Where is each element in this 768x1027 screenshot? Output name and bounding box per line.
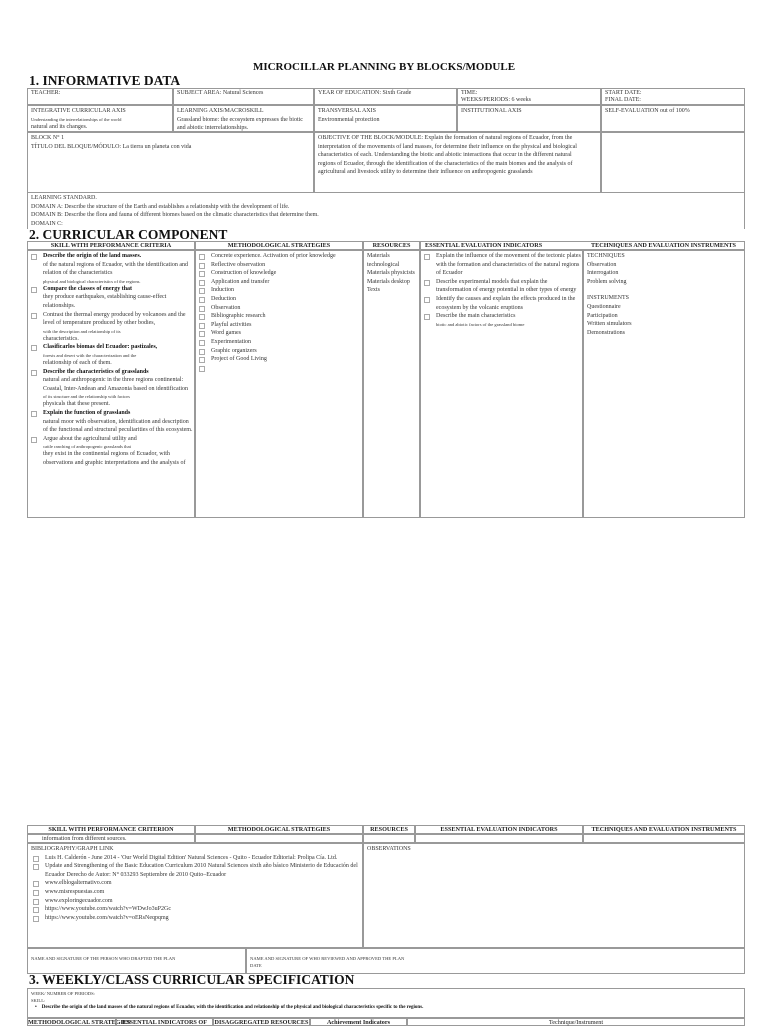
indicator-subtext: biotic and abiotic factors of the grassland biome (436, 321, 525, 327)
link-item (31, 914, 359, 923)
continued-empty-3 (415, 834, 583, 843)
weekly-skill-text: Describe the origin of the land masses of the natural regions of Ecuador, with the identification and relationship of the physical and biological characteristics specific to the regions. (41, 1005, 424, 1010)
indicator-item (422, 252, 581, 278)
indicator-item (422, 278, 581, 295)
link-item (31, 888, 359, 897)
skill-text: Describe the origin of the land masses. (43, 253, 142, 259)
bibliography-link[interactable]: https://www.youtube.com/watch?v=oERsNeqpqmg (45, 914, 169, 921)
skills-cell (27, 250, 195, 518)
learning-standard-heading: LEARNING STANDARD. (31, 195, 97, 201)
domain-c: DOMAIN C: (31, 220, 63, 227)
bibliography-link[interactable]: www.elblogalternativo.com (45, 880, 112, 887)
block-title: TÍTULO DEL BLOQUE/MÓDULO: La tierra un planeta con vida (31, 143, 192, 150)
s3-col-indicators: ESSENTIAL INDICATORS OF (116, 1018, 213, 1026)
resource-item: Materials technological (367, 253, 400, 268)
teacher-cell (27, 88, 173, 105)
instruments-list (587, 303, 741, 337)
learning-standard-cell (27, 193, 745, 229)
observations-label: OBSERVATIONS (367, 846, 411, 852)
skill-item (29, 311, 193, 344)
indicator-text: Describe the main characteristics (436, 313, 516, 320)
strategy-item: Concrete experience. Activation of prior knowledge (197, 252, 361, 261)
learning-axis-text: Grassland biome: the ecosystem expresses the biotic and abiotic interrelationships. (177, 116, 303, 132)
section-3-heading: 3. WEEKLY/CLASS CURRICULAR SPECIFICATION (29, 972, 355, 987)
learning-axis-heading: LEARNING AXIS/MACROSKILL (177, 108, 264, 114)
drafter-signature-label: NAME AND SIGNATURE OF THE PERSON WHO DRAFTED THE PLAN (31, 956, 176, 961)
skill-label: SKILL: (31, 998, 46, 1003)
block-number: BLOCK N° 1 (31, 135, 65, 141)
instrument-item: Written simulators (587, 321, 632, 328)
self-evaluation-label: SELF-EVALUATION out of 100% (605, 108, 690, 114)
year-cell (314, 88, 457, 105)
bibliography-cell (27, 843, 363, 948)
skill-text: physical and biological characteristics of the regions. (43, 278, 141, 284)
subject-cell (173, 88, 314, 105)
techniques-cell (583, 250, 745, 518)
indicator-text: Identify the causes and explain the effects produced in the ecosystem by the volcanic eruptions (436, 295, 576, 311)
link-item (31, 897, 359, 906)
integrative-axis-text-2: natural and its changes. (31, 123, 88, 130)
strategy-item: Graphic organizers (197, 347, 361, 356)
strategies-list (197, 252, 361, 372)
integrative-axis-heading: INTEGRATIVE CURRICULAR AXIS (31, 108, 126, 114)
skill-text: Describe the characteristics of grasslands (43, 368, 149, 375)
teacher-label: TEACHER: (31, 89, 61, 96)
technique-item: Interrogation (587, 270, 619, 277)
col-resources: RESOURCES (363, 241, 420, 250)
skill-text: natural and anthropogenic in the three regions continental: Coastal, Inter-Andean and Amazonia based on identification (43, 377, 188, 392)
skill-text: forests and desert with the characterization and the (43, 352, 137, 358)
bibliography-list (31, 854, 359, 923)
skill-text: Contrast the thermal energy produced by volcanoes and the level of temperature produced by other bodies, (43, 311, 186, 327)
continued-empty (195, 834, 363, 843)
strategy-item: Reflective observation (197, 261, 361, 270)
institutional-axis-cell (457, 105, 601, 132)
strategy-item: Observation (197, 304, 361, 313)
objective-cell (314, 132, 601, 193)
bibliography-item: Update and Strengthening of the Basic Education Curriculum 2010 Natural Sciences sixth año básico Ministerio de Educación del Ecuador Derecho de Autor: N° 033293 Septiembre de 2010 Quito–Ecuador (31, 862, 359, 879)
indicator-text: Explain the influence of the movement of the tectonic plates with the formation and characteristics of the natural regions of Ecuador (436, 253, 581, 277)
indicator-item (422, 295, 581, 312)
learning-axis-cell (173, 105, 314, 132)
indicators-list (422, 252, 581, 328)
bibliography-heading: BIBLIOGRAPHY/GRAPH LINK (31, 846, 114, 852)
domain-a: DOMAIN A: Describe the structure of the Earth and establishes a relationship with the development of life. (31, 203, 290, 210)
domain-b: DOMAIN B: Describe the flora and fauna of different biomes based on the climatic characteristics that determine them. (31, 212, 319, 219)
p2-col-techniques: TECHNIQUES AND EVALUATION INSTRUMENTS (583, 825, 745, 834)
indicators-cell (420, 250, 583, 518)
techniques-heading: TECHNIQUES (587, 253, 625, 259)
transversal-axis-heading: TRANSVERSAL AXIS (318, 108, 376, 114)
transversal-axis-text: Environmental protection (318, 116, 380, 123)
weekly-cell (27, 988, 745, 1018)
dates-cell (601, 88, 745, 105)
indicator-item (422, 312, 581, 328)
section-1-heading: 1. INFORMATIVE DATA (29, 73, 181, 88)
reviewer-signature-cell (246, 948, 745, 974)
strategy-item (197, 364, 361, 373)
continued-empty-4 (583, 834, 745, 843)
indicator-text: Describe experimental models that explain the transformation of energy potential in other types of energy (436, 278, 577, 294)
resources-list (367, 252, 416, 295)
bibliography-item: Luis H. Calderón - June 2014 - 'Our World Digital Edition' Natural Sciences - Quito - Ecuador Editorial: Prolipa Cía. Ltd. (31, 854, 359, 863)
section-2-heading: 2. CURRICULAR COMPONENT (29, 227, 228, 242)
continued-skill: information from different sources. (27, 834, 195, 843)
skill-item (29, 435, 193, 468)
objective-text: OBJECTIVE OF THE BLOCK/MODULE: Explain the formation of natural regions of Ecuador, from the interpretation of the movements of land masses, for determine their influence on the physical and biological characteristics of each. Understanding the biotic and abiotic interactions that occur in the different natural regions of Ecuador, through the identification of the characteristics of the main biomes and the analysis of agricultural and livestock utility to determine their influence on anthropogenic grasslands (318, 135, 577, 176)
skill-item (29, 252, 193, 285)
final-date: FINAL DATE: (605, 96, 641, 103)
link-item (31, 879, 359, 888)
strategy-item: Construction of knowledge (197, 269, 361, 278)
date-label: DATE (250, 963, 262, 968)
technique-item: Observation (587, 261, 617, 268)
s3-col-technique: Technique/Instrument (407, 1018, 745, 1026)
col-strategies: METHODOLOGICAL STRATEGIES (195, 241, 363, 250)
strategy-item: Project of Good Living (197, 355, 361, 364)
p2-col-skill: SKILL WITH PERFORMANCE CRITERION (27, 825, 195, 834)
skill-text: they exist in the continental regions of Ecuador, with observations and graphic interpretations and the analysis of (43, 451, 186, 466)
drafter-signature-cell (27, 948, 246, 974)
resource-item: Materials physicists (367, 270, 415, 277)
resources-cell (363, 250, 420, 518)
skill-text: Argue about the agricultural utility and (43, 435, 137, 442)
block-cell (27, 132, 314, 193)
continued-empty-2 (363, 834, 415, 843)
s3-col-achievement: Achievement Indicators (310, 1018, 407, 1026)
skill-text: relationship of each of them. (43, 359, 112, 366)
bibliography-link[interactable]: www.misrespuestas.com (45, 888, 105, 895)
skill-text: Compare the classes of energy that (43, 285, 133, 292)
transversal-axis-cell (314, 105, 457, 132)
bibliography-link[interactable]: https://www.youtube.com/watch?v=WDwJo3uP2Gc (45, 906, 171, 913)
time-label: TIME: (461, 89, 478, 96)
technique-item: Problem solving (587, 278, 627, 285)
resource-item: Texts (367, 287, 380, 294)
start-date: START DATE: (605, 89, 642, 96)
instrument-item: Questionnaire (587, 303, 621, 310)
strategy-item: Playful activities (197, 321, 361, 330)
col-indicators: ESSENTIAL EVALUATION INDICATORS (420, 241, 583, 250)
skills-list (29, 252, 193, 467)
col-skill: SKILL WITH PERFORMANCE CRITERIA (27, 241, 195, 250)
skill-text: with the description and relationship of its (43, 328, 121, 334)
instrument-item: Demonstrations (587, 329, 625, 336)
year-label: YEAR OF EDUCATION: Sixth Grade (318, 89, 412, 96)
observations-cell (363, 843, 745, 948)
time-cell (457, 88, 601, 105)
s3-col-resources: DISAGGREGATED RESOURCES (214, 1019, 309, 1026)
skill-item (29, 409, 193, 435)
p2-col-resources: RESOURCES (363, 825, 415, 834)
week-label: WEEK/ NUMBER OF PERIODS: (31, 991, 95, 996)
integrative-axis-cell (27, 105, 173, 132)
strategy-item: Deduction (197, 295, 361, 304)
strategy-item: Induction (197, 286, 361, 295)
resource-item: Materials desktop (367, 278, 410, 285)
weeks-label: WEEKS/PERIODS: 6 weeks (461, 96, 531, 103)
subject-label: SUBJECT AREA: Natural Sciences (177, 89, 264, 96)
skill-text: natural moor with observation, identification and description of the functional and structural peculiarities of this ecosystem. (43, 418, 193, 434)
instruments-heading: INSTRUMENTS (587, 295, 630, 302)
institutional-axis-heading: INSTITUTIONAL AXIS (461, 108, 522, 114)
integrative-axis-text: Understanding the interrelationships of the world (31, 116, 122, 122)
self-evaluation-cell (601, 105, 745, 132)
document-title: MICROCILLAR PLANNING BY BLOCKS/MODULE (252, 61, 516, 73)
techniques-list (587, 261, 741, 287)
skill-text: physicals that these present. (43, 401, 110, 408)
skill-text: Explain the function of grasslands (43, 409, 131, 416)
reviewer-signature-label: NAME AND SIGNATURE OF WHO REVIEWED AND APPROVED THE PLAN (250, 956, 405, 961)
skill-text: cattle ranching of anthropogenic grasslands that (43, 444, 131, 450)
skill-item (29, 285, 193, 311)
bullet-icon: • (35, 1005, 42, 1010)
p2-col-indicators: ESSENTIAL EVALUATION INDICATORS (415, 825, 583, 834)
skill-text: Clasificarlos biomas del Ecuador: pastizales, (43, 344, 158, 351)
skill-item (29, 343, 193, 367)
link-item (31, 905, 359, 914)
strategy-item: Bibliographic research (197, 312, 361, 321)
col-techniques: TECHNIQUES AND EVALUATION INSTRUMENTS (583, 241, 745, 250)
strategy-item: Experimentation (197, 338, 361, 347)
empty-cell (601, 132, 745, 193)
strategy-item: Application and transfer (197, 278, 361, 287)
skill-text: characteristics. (43, 335, 79, 342)
skill-text: they produce earthquakes, establishing cause-effect relationships. (43, 294, 167, 309)
p2-col-strategies: METHODOLOGICAL STRATEGIES (195, 825, 363, 834)
instrument-item: Participation (587, 312, 618, 319)
skill-text: of its structure and the relationship with factors (43, 394, 130, 400)
skill-text: of the natural regions of Ecuador, with the identification and relation of the characteristics (43, 261, 189, 277)
s3-col-strategies: METHODOLOGICAL STRATEGIES (28, 1019, 131, 1026)
bibliography-link[interactable]: www.exploringecuador.com (45, 897, 113, 904)
strategies-cell (195, 250, 363, 518)
skill-item (29, 368, 193, 409)
strategy-item: Word games (197, 329, 361, 338)
